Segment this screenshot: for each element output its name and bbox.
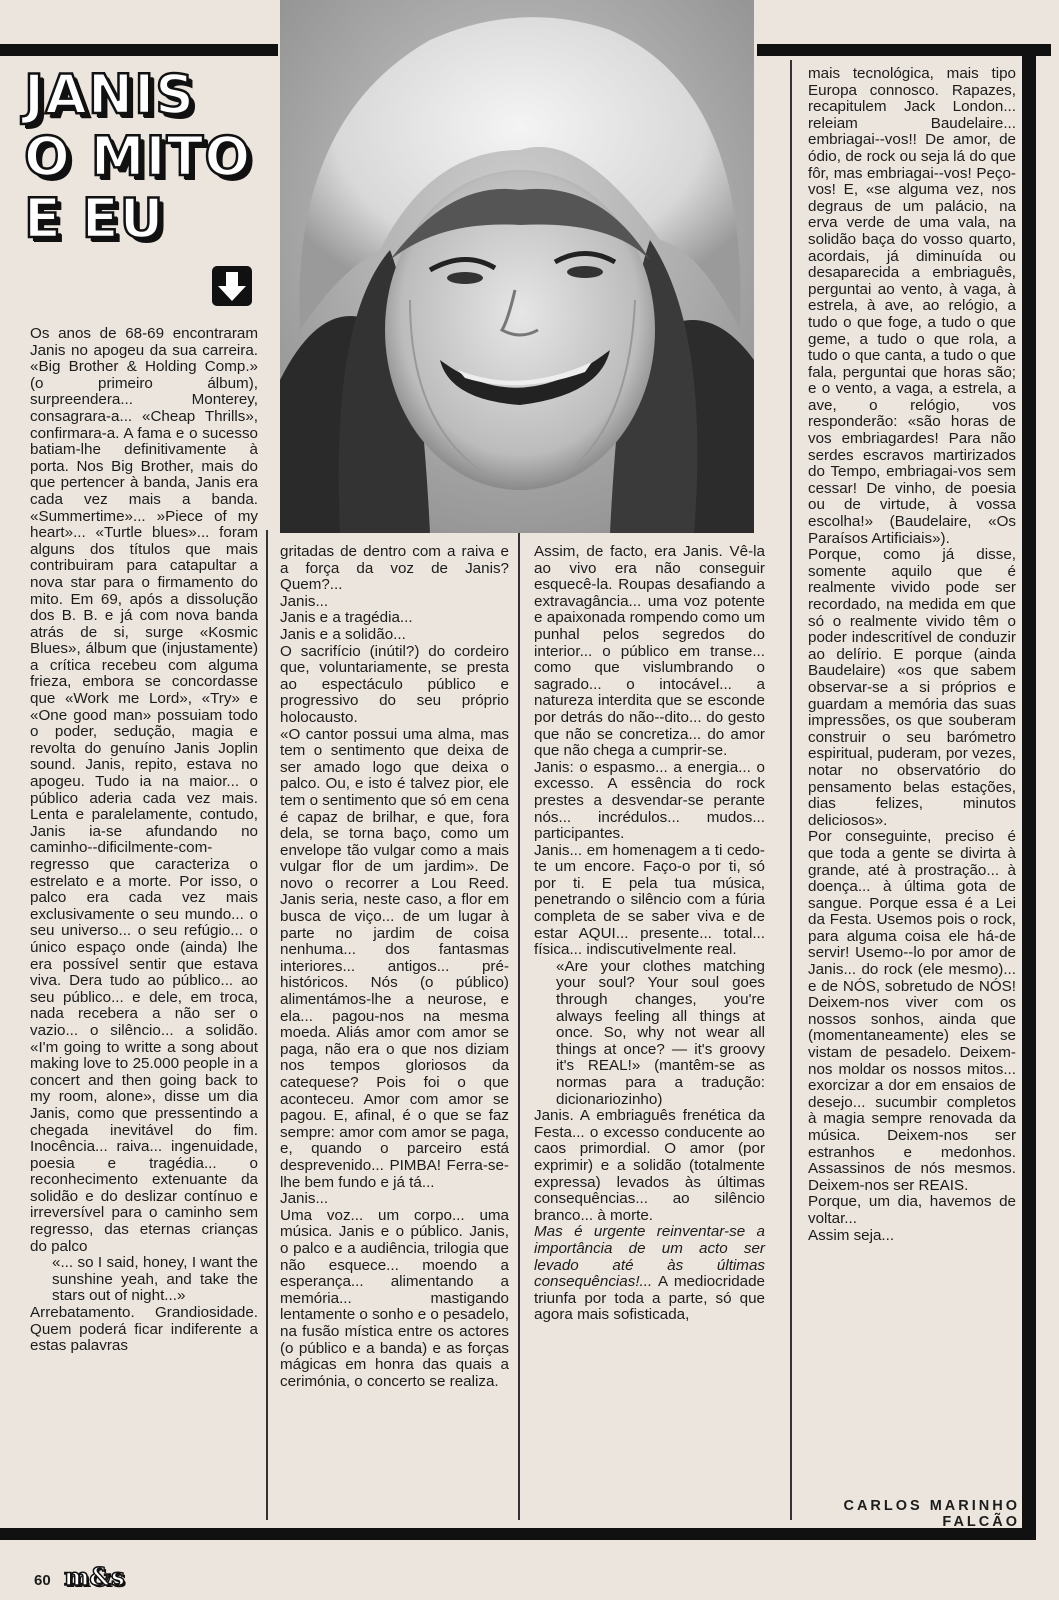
paragraph: Porque, como já disse, somente aquilo que é realmente vivido pode ser recordado, na medida em que só o realmente vivido têm o poder indescritível de conduzir ao delírio. E porque (ainda Baudelaire) «os que sabem observar-se a si próprios e guardam a memória das suas impressões, os que souberam construir o seu barómetro espiritual, puderam, por vezes, notar no observatório do pensamento belas estações, dias felizes, minutos deliciosos». [808, 546, 1016, 829]
paragraph: Os anos de 68-69 encontraram Janis no apogeu da sua carreira. «Big Brother & Holding Comp.» (o primeiro álbum), surpreendera... Monterey, consagrara-a... «Cheap Thrills», confirmara-a. A fama e o sucesso batiam-lhe definitivamente à porta. Nos Big Brother, mais do que pertencer à banda, Janis era cada vez mais a banda. «Summertime»... »Piece of my heart»... «Turtle blues»... foram alguns dos títulos que mais contribuiram para catapultar a nova star para o firmamento do mito. Em 69, após a dissolução dos B. B. e já com nova banda atrás de si, surge «Kosmic Blues», álbum que (injustamente) a crítica recebeu com alguma frieza, embora se concordasse que «Work me Lord», «Try» e «One good man» possuiam todo o poder, sedução, magia e revolta do genuíno Janis Joplin sound. Janis, repito, estava no apogeu. Tudo ia na maior... o público aderia cada vez mais. Lenta e paralelamente, contudo, Janis ia-se afundando no caminho--dificilmente-com-regresso que caracteriza o estrelato e a morte. Por isso, o palco era cada vez mais exclusivamente o seu mundo... o seu universo... o seu refúgio... o único espaço onde (ainda) lhe era possível sentir que estava viva. Dera tudo ao público... ao seu público... e dele, em troca, nada recebera a não ser o vazio... o silêncio... a solidão. «I'm going to writte a song about making love to 25.000 people in a concert and then going back to my room, alone», disse um dia Janis, como que pressentindo a chegada inevitável do fim. Inocência... raiva... ingenuidade, poesia e tragédia... o reconhecimento extenuante da solidão e do deslizar contínuo e irreversível para o caminho sem regresso, das eternas crianças do palco [30, 325, 258, 1255]
lyrics-quote: «... so I said, honey, I want the sunshine yeah, and take the stars out of night...» [52, 1254, 258, 1305]
paragraph: Janis... [280, 592, 329, 610]
paragraph: Janis: o espasmo... a energia... o excesso. A essência do rock prestes a desvendar-se perante nós... incrédulos... mudos... participantes. [534, 758, 765, 843]
magazine-logo: m&s [64, 1562, 125, 1591]
title-line: E EU [24, 187, 165, 250]
paragraph: Uma voz... um corpo... uma música. Janis e o público. Janis, o palco e a audiência, trilogia que não esquece... moendo a esperança... alimentando a memória... mastigando lentamente o sonho e o pesadelo, na fusão mística entre os actores (o público e a banda) e as forças mágicas em honra das quais a cerimónia, o concerto se realiza. [280, 1206, 509, 1390]
author-surname: FALCÃO [942, 1514, 1020, 1530]
author-name: CARLOS MARINHO [843, 1498, 1020, 1514]
paragraph: Janis... [280, 1190, 329, 1208]
paragraph: Por conseguinte, preciso é que toda a gente se divirta à grande, até à prostração... à doença... à última gota de sangue. Porque essa é a Lei da Festa. Usemos pois o rock, para alguma coisa ele há-de servir! Usemo--lo por amor de Janis... do rock (ele mesmo)... e de NÓS, sobretudo de NÓS! Deixem-nos viver com os nossos sonhos, ainda que (momentaneamente) eles se vistam de pesadelo. Deixem-nos moldar os nossos mitos... exorcizar a dor em ensaios de desejo... sucumbir completos à magia sempre renovada da música. Deixem-nos ser estranhos e medonhos. Assassinos de nós mesmos. Deixem-nos ser REAIS. [808, 828, 1016, 1194]
page-number: 60 [34, 1572, 51, 1589]
paragraph: Assim, de facto, era Janis. Vê-la ao vivo era não conseguir esquecê-la. Roupas desafiando a extravagância... uma voz potente e apaixonada rompendo como um punhal pelos segredos do interior... o público em transe... como que vislumbrando o sagrado... o intocável... a natureza interdita que se esconde por detrás do não--dito... do gesto que não se concretiza... do amor que não chega a cumprir-se. [534, 543, 765, 760]
title-line: JANIS [24, 63, 196, 126]
paragraph [534, 1224, 765, 1324]
article-column-2 [280, 544, 509, 1390]
article-title [24, 64, 274, 250]
paragraph: O sacrifício (inútil?) do cordeiro que, voluntariamente, se presta ao espectáculo público e progressivo do seu próprio holocausto. [280, 642, 509, 726]
paragraph: Assim seja... [808, 1226, 895, 1244]
paragraph: Janis. A embriaguês frenética da Festa... o excesso conducente ao caos primordial. O amor (por exprimir) e a solidão (totalmente expressa) levados às últimas consequências... ao silêncio branco... à morte. [534, 1107, 765, 1224]
paragraph: Janis e a tragédia... [280, 609, 413, 627]
paragraph: «O cantor possui uma alma, mas tem o sentimento que deixa de ser amado logo que deixa o palco. Ou, e isto é talvez pior, ele tem o sentimento que só em cena é capaz de brilhar, e que, fora dela, se torna baço, como um envelope tão vulgar como a mais vulgar flor de um jardim». De novo o recorrer a Lou Reed. Janis seria, neste caso, a flor em busca de viço... de um lugar à parte no jardim de coisa nenhuma... dos fantasmas interiores... antigos... pré-históricos. Nós (o público) alimentámos-lhe a neurose, e ela... pagou-nos na mesma moeda. Aliás amor com amor se paga, não era o que nos diziam nos tempos gloriosos da catequese? Pois foi o que aconteceu. Amor com amor se pagou. E, afinal, é o que se faz sempre: amor com amor se paga, e, quando o parceiro está desprevenido... PIMBA! Ferra-se-lhe bem fundo e já tá... [280, 725, 509, 1191]
paragraph: Janis... em homenagem a ti cedo-te um encore. Faço-o por ti, só por ti. E pela tua música, penetrando o silêncio com a fúria completa de se saber viva e de estar AQUI... presente... total... física... indiscutivelmente real. [534, 841, 765, 959]
down-arrow-icon [212, 266, 252, 306]
article-column-1 [30, 326, 258, 1355]
column-divider [790, 60, 792, 1520]
emphasis: Mas é urgente reinventar-se a importância de um acto ser levado até às últimas consequências!... [534, 1223, 765, 1291]
janis-photo [280, 0, 754, 533]
paragraph: Arrebatamento. Grandiosidade. Quem poderá ficar indiferente a estas palavras [30, 1304, 258, 1355]
paragraph: gritadas de dentro com a raiva e a força da voz de Janis? Quem?... [280, 543, 509, 594]
quote: «Are your clothes matching your soul? Your soul goes through changes, you're always feeling all things at once. So, why not wear all things at once? — it's groovy it's REAL!» (mantêm-se as normas para a tradução: dicionariozinho) [556, 957, 765, 1108]
top-rule-left [0, 44, 278, 56]
column-divider [518, 530, 520, 1520]
right-rule [1022, 44, 1036, 1538]
paragraph-text: A mediocridade triunfa por toda a parte, só que agora mais sofisticada, [534, 1273, 765, 1324]
paragraph: Porque, um dia, havemos de voltar... [808, 1193, 1016, 1227]
article-column-3 [534, 544, 765, 1324]
column-divider [266, 530, 268, 1520]
paragraph: mais tecnológica, mais tipo Europa connosco. Rapazes, recapitulem Jack London... releiam Baudelaire... embriagai--vos!! De amor, de ódio, de rock ou seja lá do que fôr, mas embriagai--vos! Peço-vos! E, «se alguma vez, nos degraus de um palácio, na erva verde de uma vala, na solidão baça do vosso quarto, acordais, já diminuída ou desaparecida a embriaguês, perguntai ao vento, à vaga, à estrela, à ave, ao relógio, a tudo o que foge, a tudo o que geme, a tudo o que rola, a tudo o que canta, a tudo o que fala, perguntai que horas são; e o vento, a vaga, a estrela, a ave, o relógio, vos responderão: «são horas de vos embriagardes! Para não serdes escravos martirizados do Tempo, embriagai-vos sem cessar! De vinho, de poesia ou de virtude, à vossa escolha!» (Baudelaire, «Os Paraísos Artificiais»). [808, 65, 1016, 547]
paragraph: Janis e a solidão... [280, 625, 406, 643]
article-column-4 [808, 66, 1016, 1244]
top-rule-right [757, 44, 1051, 56]
title-line: O MITO [24, 125, 252, 188]
